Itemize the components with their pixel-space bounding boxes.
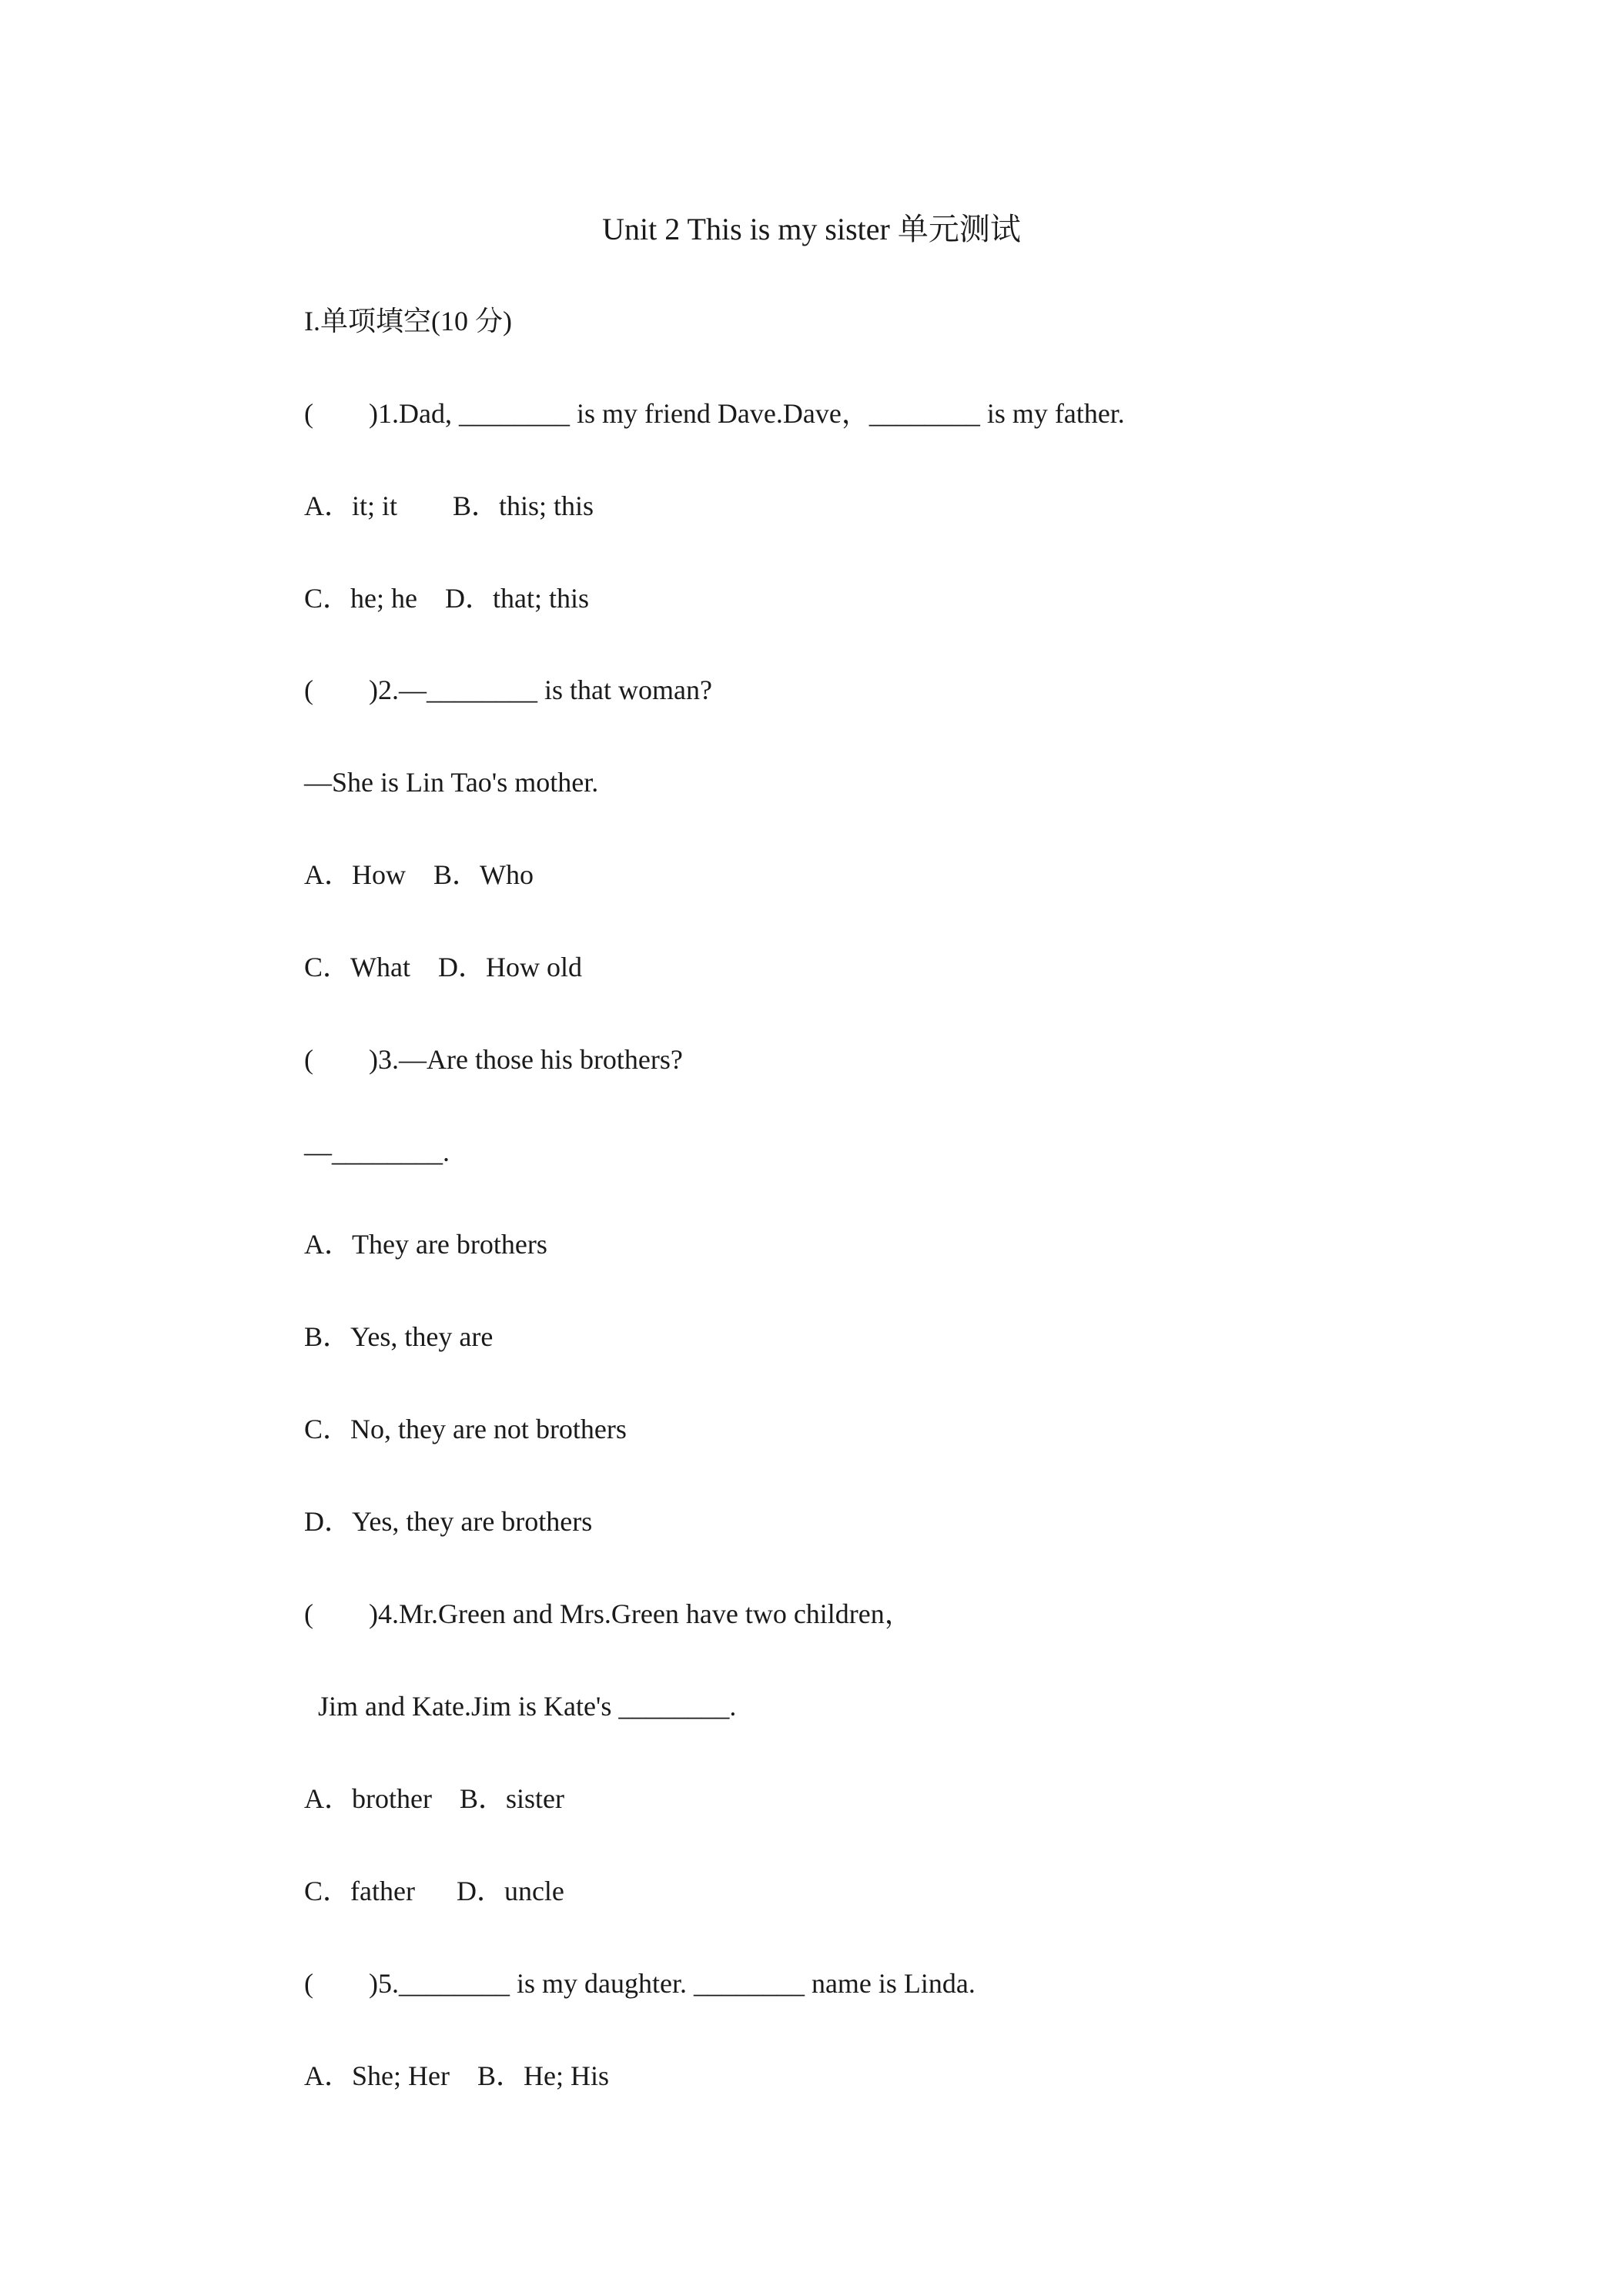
- document-title: Unit 2 This is my sister 单元测试: [602, 212, 1021, 246]
- section-heading: I.单项填空(10 分): [304, 306, 512, 336]
- question-1-options-cd: C．he; he D．that; this: [304, 583, 589, 614]
- question-5-options-ab: A．She; Her B．He; His: [304, 2060, 609, 2091]
- question-4-stem-continued: Jim and Kate.Jim is Kate's ________.: [304, 1691, 737, 1722]
- question-2-options-ab: A．How B．Who: [304, 859, 534, 890]
- question-5-stem: ( )5.________ is my daughter. ________ name is Linda.: [304, 1968, 975, 1999]
- question-1-stem: ( )1.Dad, ________ is my friend Dave.Dave，________ is my father.: [304, 398, 1125, 429]
- question-2-stem: ( )2.—________ is that woman?: [304, 674, 712, 705]
- question-3-response: —________.: [304, 1136, 450, 1167]
- question-4-stem: ( )4.Mr.Green and Mrs.Green have two children，: [304, 1598, 912, 1629]
- question-3-option-d: D．Yes, they are brothers: [304, 1506, 593, 1537]
- question-4-options-cd: C．father D．uncle: [304, 1876, 564, 1906]
- question-3-option-c: C．No, they are not brothers: [304, 1414, 627, 1444]
- question-3-option-b: B．Yes, they are: [304, 1321, 494, 1352]
- question-4-options-ab: A．brother B．sister: [304, 1783, 564, 1814]
- question-3-stem: ( )3.—Are those his brothers?: [304, 1044, 683, 1075]
- question-1-options-ab: A．it; it B．this; this: [304, 490, 594, 521]
- question-3-option-a: A．They are brothers: [304, 1229, 547, 1260]
- question-2-response: —She is Lin Tao's mother.: [304, 767, 599, 798]
- question-2-options-cd: C．What D．How old: [304, 952, 582, 982]
